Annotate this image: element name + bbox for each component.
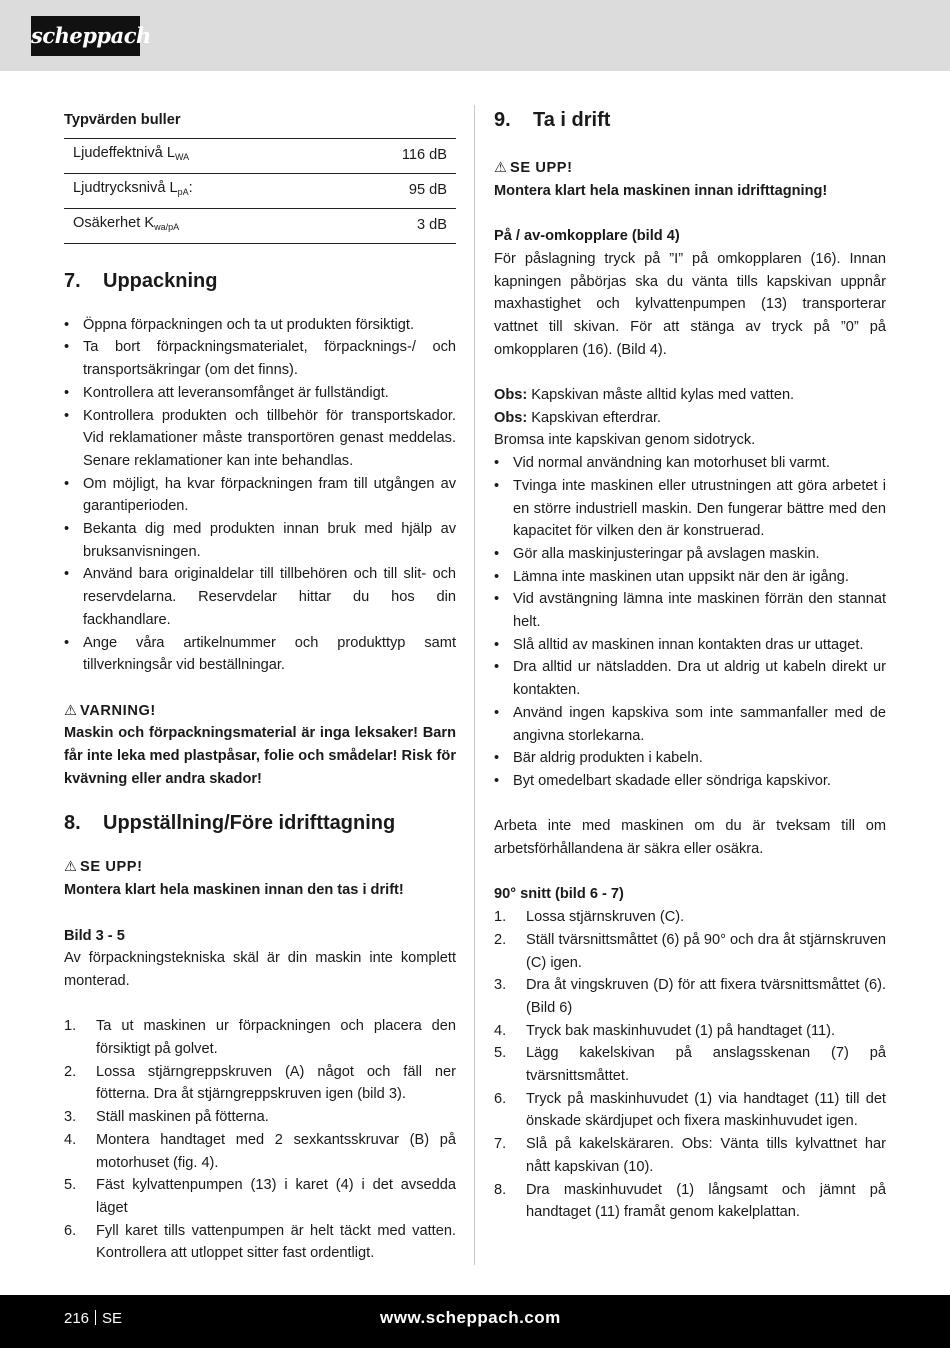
list-item (494, 1179, 886, 1224)
section-8-title: 8. Uppställning/Före idrifttagning (64, 812, 396, 835)
step-text: Ta ut maskinen ur förpackningen och placera den försiktigt på golvet. (96, 1018, 456, 1058)
step-text: Fäst kylvattenpumpen (13) i karet (4) i det avsedda läget (96, 1177, 456, 1216)
list-item (494, 1042, 886, 1087)
right-column (494, 105, 886, 1224)
list-item: • Kontrollera produkten och tillbehör för transportskador. Vid reklamationer måste transportören genast meddelas. Senare reklamationer kan inte behandlas. (64, 405, 456, 473)
step-text: Dra maskinhuvudet (1) långsamt och jämnt på handtaget (11) framåt genom kakelplattan. (526, 1181, 886, 1221)
noise-value: 3 dB (416, 217, 447, 234)
noise-row (64, 209, 456, 244)
list-item (494, 1133, 886, 1178)
step-text: Dra åt vingskruven (D) för att fixera tvärsnittsmåttet (6). (Bild 6) (526, 977, 886, 1016)
caution-label: ⚠ SE UPP! (494, 157, 886, 180)
obs-note-2: Obs: Kapskivan efterdrar. (494, 409, 662, 426)
warning-triangle-icon: ⚠ (494, 160, 508, 176)
step-number: 2. (494, 931, 507, 948)
column-divider (474, 105, 475, 1265)
step-text: Tryck på maskinhuvudet (1) via handtaget (11) till det önskade skärdjupet och fixera maskinhuvudet igen. (526, 1090, 886, 1130)
section-7-bullets (64, 314, 456, 677)
brand-logo: scheppach (31, 16, 140, 56)
switch-heading: På / av-omkopplare (bild 4) (494, 228, 680, 245)
noise-label: Ljudeffektnivå $L_{WA}$ (73, 145, 190, 163)
step-text: Lossa stjärngreppskruven (A) något och fäll ner fötterna. Dra åt stjärngreppskruven igen (bild 3). (96, 1063, 456, 1103)
step-number: 1. (494, 909, 507, 926)
list-item: • Gör alla maskinjusteringar på avslagen maskin. (494, 543, 886, 566)
list-item (64, 1015, 456, 1060)
noise-title: Typvärden buller (64, 112, 181, 128)
list-item (64, 1061, 456, 1106)
footer-url: www.scheppach.com (380, 1308, 561, 1327)
step-text: Montera handtaget med 2 sexkantsskruvar (B) på motorhuset (fig. 4). (96, 1131, 456, 1171)
step-text: Lossa stjärnskruven (C). (526, 909, 685, 926)
list-item: • Slå alltid av maskinen innan kontakten dras ur uttaget. (494, 634, 886, 657)
list-item (494, 906, 886, 929)
noise-label: Osäkerhet $K_{wa/pA}$ (73, 215, 180, 233)
list-item: • Vid normal användning kan motorhuset bli varmt. (494, 452, 886, 475)
step-number: 6. (64, 1222, 77, 1239)
list-item (494, 1020, 886, 1043)
list-item: • Tvinga inte maskinen eller utrustningen att göra arbetet i en större industriell maskin. Den fungerar bättre med den kapacitet för vilken den är konstruerad. (494, 475, 886, 543)
list-item (64, 1174, 456, 1219)
noise-row (64, 174, 456, 209)
work-conditions-text: Arbeta inte med maskinen om du är tveksam till om arbetsförhållandena är säkra eller osäkra. (494, 818, 886, 858)
assembly-intro: Av förpackningstekniska skäl är din maskin inte komplett monterad. (64, 950, 456, 989)
step-text: Slå på kakelskäraren. Obs: Vänta tills kylvattnet har nått kapskivan (10). (526, 1136, 886, 1175)
step-text: Ställ maskinen på fötterna. (96, 1109, 269, 1126)
step-number: 5. (64, 1177, 77, 1194)
list-item (494, 1088, 886, 1133)
list-item: • Vid avstängning lämna inte maskinen förrän den stannat helt. (494, 588, 886, 633)
list-item: • Bekanta dig med produkten innan bruk med hjälp av bruksanvisningen. (64, 518, 456, 563)
operation-bullets (494, 452, 886, 793)
noise-value: 116 dB (401, 147, 447, 164)
step-text: Tryck bak maskinhuvudet (1) på handtaget (11). (526, 1022, 836, 1039)
list-item (64, 1220, 456, 1265)
list-item: • Byt omedelbart skadade eller söndriga kapskivor. (494, 770, 886, 793)
noise-label: Ljudtrycksnivå $L_{pA}$: (73, 180, 193, 198)
step-number: 1. (64, 1018, 77, 1035)
caution-label: ⚠ SE UPP! (64, 856, 456, 879)
page-number: 216 (64, 1310, 90, 1327)
cut-heading: 90° snitt (bild 6 - 7) (494, 886, 624, 903)
list-item (64, 1106, 456, 1129)
step-number: 4. (64, 1131, 77, 1148)
left-column (64, 105, 456, 1265)
list-item: • Använd ingen kapskiva som inte sammanfaller med de angivna storlekarna. (494, 702, 886, 747)
noise-row (64, 139, 456, 174)
language-code: SE (102, 1310, 123, 1327)
warning-triangle-icon: ⚠ (64, 702, 78, 719)
list-item: • Ange våra artikelnummer och produkttyp samt tillverkningsår vid beställningar. (64, 632, 456, 677)
noise-value: 95 dB (408, 182, 447, 199)
list-item: • Använd bara originaldelar till tillbehören och till slit- och reservdelarna. Reservdelar hittar du hos din fackhandlare. (64, 563, 456, 631)
step-text: Fyll karet tills vattenpumpen är helt täckt med vatten. Kontrollera att utloppet sitter fast ordentligt. (96, 1222, 456, 1262)
top-bar (0, 0, 950, 71)
warning-label: ⚠ VARNING! (64, 700, 456, 723)
page-indicator (64, 1310, 122, 1327)
list-item (494, 974, 886, 1019)
step-number: 7. (494, 1136, 507, 1153)
warning-text: Maskin och förpackningsmaterial är inga leksaker! Barn får inte leka med plastpåsar, folie och smådelar! Risk för kvävning eller andra skador! (64, 725, 456, 787)
step-number: 3. (494, 977, 507, 994)
cut-steps (494, 906, 886, 1224)
list-item: • Lämna inte maskinen utan uppsikt när den är igång. (494, 566, 886, 589)
step-text: Lägg kakelskivan på anslagsskenan (7) på tvärsnittsmåttet. (526, 1045, 886, 1085)
section-9-title: 9. Ta i drift (494, 109, 611, 131)
list-item: • Bär aldrig produkten i kabeln. (494, 747, 886, 770)
step-number: 2. (64, 1063, 77, 1080)
list-item: • Kontrollera att leveransomfånget är fullständigt. (64, 382, 456, 405)
noise-table (64, 138, 456, 244)
list-item: • Om möjligt, ha kvar förpackningen fram till utgången av garantiperioden. (64, 473, 456, 518)
step-number: 4. (494, 1022, 507, 1039)
step-number: 6. (494, 1090, 507, 1107)
list-item (64, 1129, 456, 1174)
step-number: 8. (494, 1181, 507, 1198)
footer-bar (0, 1295, 950, 1348)
step-number: 5. (494, 1045, 507, 1062)
step-number: 3. (64, 1109, 77, 1126)
list-item: • Dra alltid ur nätsladden. Dra ut aldrig ut kabeln direkt ur kontakten. (494, 656, 886, 701)
list-item (494, 929, 886, 974)
switch-text: För påslagning tryck på ”I” på omkopplaren (16). Innan kapningen påbörjas ska du vänta tills kapskivan uppnår maxhastighet och kylvattenpumpen (13) transporterar vattnet till skivan. För att stänga av tryck på ”0” på omkopplaren (16). (Bild 4). (494, 250, 886, 358)
caution-text: Montera klart hela maskinen innan idrifttagning! (494, 182, 828, 199)
list-item: • Ta bort förpackningsmaterialet, förpacknings-/ och transportsäkringar (om det finns). (64, 336, 456, 381)
subhead-bild-3-5: Bild 3 - 5 (64, 927, 125, 944)
caution-text: Montera klart hela maskinen innan den tas i drift! (64, 882, 404, 899)
list-item: • Öppna förpackningen och ta ut produkten försiktigt. (64, 314, 456, 337)
step-text: Ställ tvärsnittsmåttet (6) på 90° och dra åt stjärnskruven (C) igen. (526, 931, 886, 971)
brake-text: Bromsa inte kapskivan genom sidotryck. (494, 432, 756, 449)
assembly-steps (64, 1015, 456, 1265)
warning-triangle-icon: ⚠ (64, 859, 78, 876)
section-7-title: 7. Uppackning (64, 269, 218, 292)
obs-note-1: Obs: Kapskivan måste alltid kylas med vatten. (494, 387, 795, 403)
